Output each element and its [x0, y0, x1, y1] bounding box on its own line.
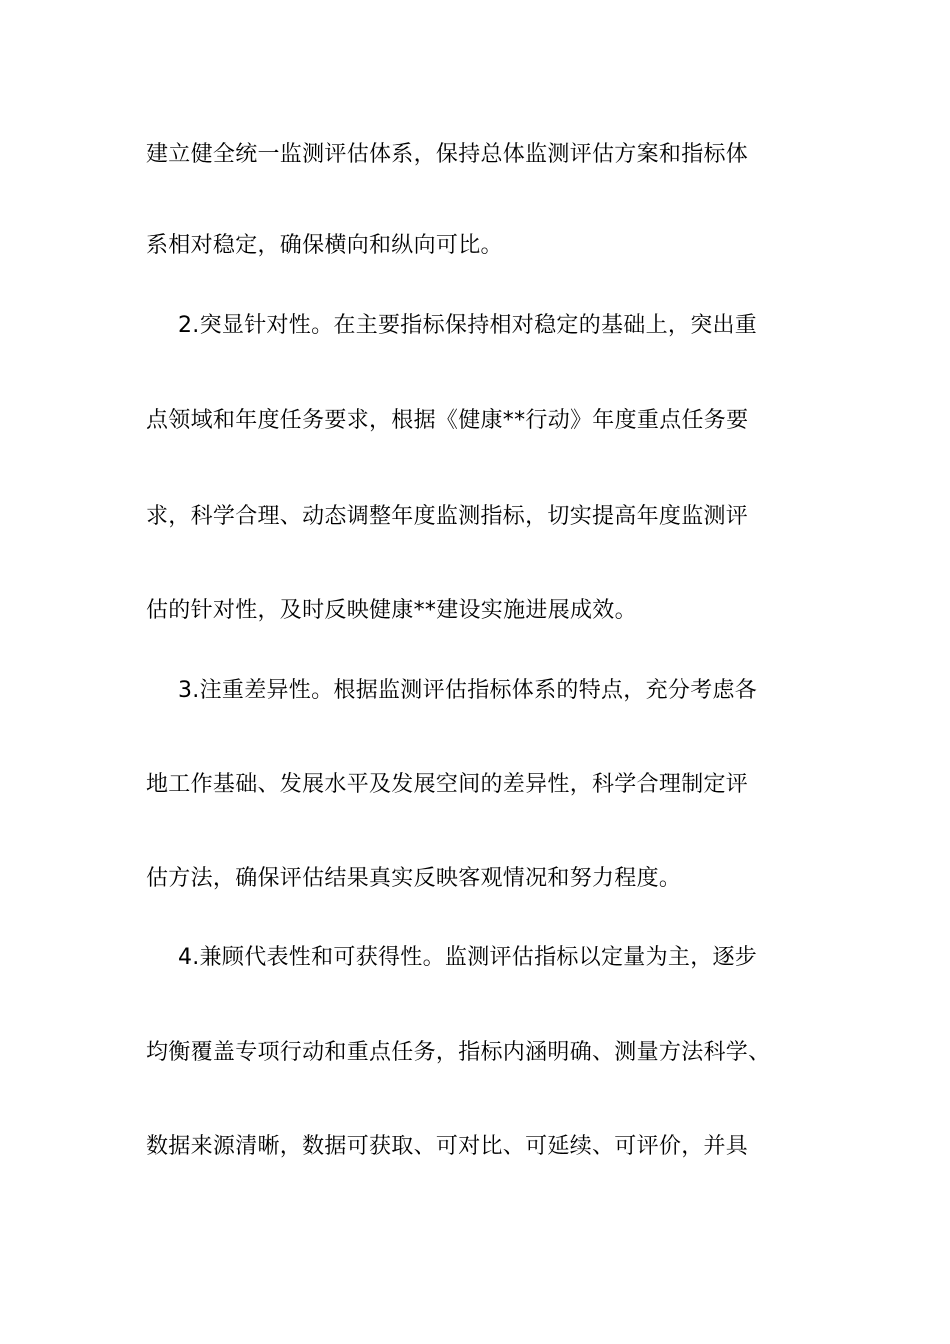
- text-line: 系相对稳定，确保横向和纵向可比。: [146, 233, 503, 258]
- text-line: 点领域和年度任务要求，根据《健康**行动》年度重点任务要: [146, 408, 749, 433]
- text-line: 数据来源清晰，数据可获取、可对比、可延续、可评价，并具: [146, 1134, 749, 1159]
- paragraph-first-line: 2.突显针对性。在主要指标保持相对稳定的基础上，突出重: [178, 313, 758, 338]
- text-line: 建立健全统一监测评估体系，保持总体监测评估方案和指标体: [146, 142, 749, 167]
- paragraph-first-line: 3.注重差异性。根据监测评估指标体系的特点，充分考虑各: [178, 678, 758, 703]
- text-line: 求，科学合理、动态调整年度监测指标，切实提高年度监测评: [146, 504, 749, 529]
- paragraph-first-line: 4.兼顾代表性和可获得性。监测评估指标以定量为主，逐步: [178, 945, 758, 970]
- text-line: 估的针对性，及时反映健康**建设实施进展成效。: [146, 598, 637, 623]
- text-line: 估方法，确保评估结果真实反映客观情况和努力程度。: [146, 866, 682, 891]
- text-line: 均衡覆盖专项行动和重点任务，指标内涵明确、测量方法科学、: [146, 1040, 771, 1065]
- text-line: 地工作基础、发展水平及发展空间的差异性，科学合理制定评: [146, 772, 749, 797]
